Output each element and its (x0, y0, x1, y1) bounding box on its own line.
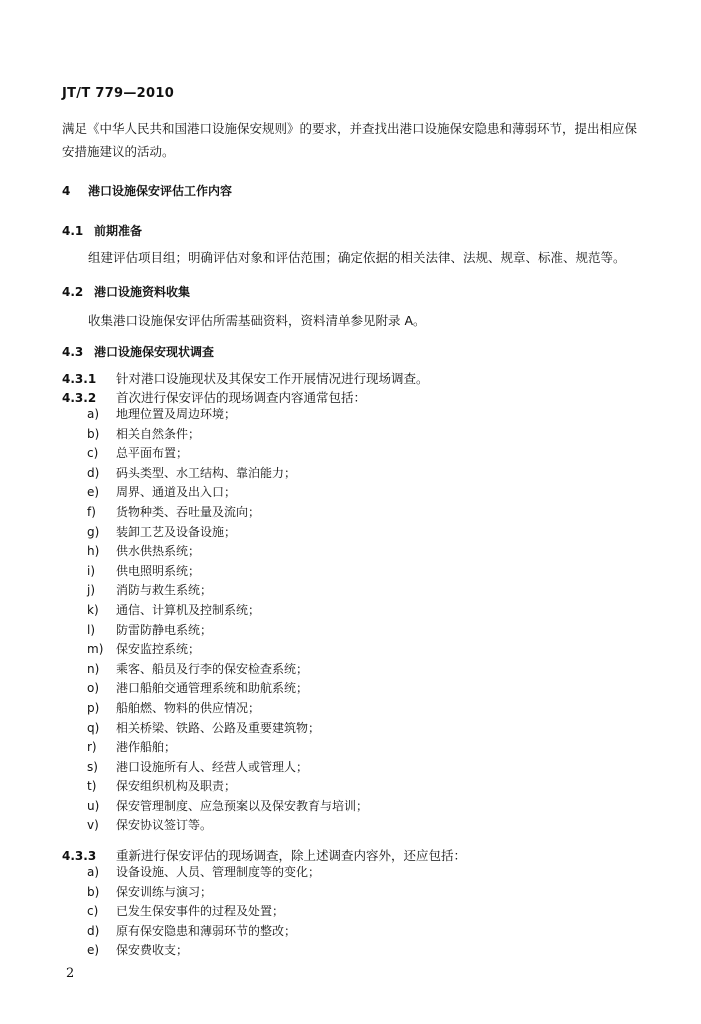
item-text: 保安组织机构及职责； (116, 779, 237, 794)
list-item (87, 719, 368, 739)
page-number: 2 (66, 966, 75, 981)
clause-number: 4.3.1 (62, 372, 97, 386)
item-label: g) (87, 524, 100, 539)
item-label: p) (87, 700, 100, 715)
section-4-1-body: 组建评估项目组；明确评估对象和评估范围；确定依据的相关法律、法规、规章、标准、规范等。 (88, 250, 626, 265)
standard-code: JT/T 779—2010 (62, 86, 175, 101)
list-item (87, 601, 368, 621)
list-item (87, 483, 368, 503)
list-item (87, 425, 368, 445)
item-text: 通信、计算机及控制系统； (116, 602, 261, 617)
list-item (87, 902, 320, 922)
item-label: k) (87, 602, 99, 617)
list-item (87, 523, 368, 543)
item-label: h) (87, 544, 100, 559)
section-4-1-heading (62, 222, 142, 239)
item-text: 设备设施、人员、管理制度等的变化； (116, 865, 321, 879)
section-number: 4.1 (62, 224, 84, 238)
item-text: 港作船舶； (116, 740, 177, 755)
item-text: 已发生保安事件的过程及处置； (116, 904, 285, 919)
item-label: a) (87, 865, 100, 879)
clause-4-3-1 (62, 369, 429, 387)
section-title: 港口设施保安评估工作内容 (88, 184, 233, 198)
item-text: 保安训练与演习； (116, 884, 213, 899)
item-label: c) (87, 904, 99, 919)
item-text: 保安费收支； (116, 943, 189, 958)
item-label: d) (87, 465, 100, 480)
list-item (87, 679, 368, 699)
list-item (87, 816, 368, 836)
item-label: m) (87, 642, 104, 657)
list-item (87, 542, 368, 562)
list-item (87, 562, 368, 582)
section-title: 港口设施资料收集 (94, 285, 191, 299)
clause-4-3-2-list (87, 405, 368, 836)
item-text: 保安管理制度、应急预案以及保安教育与培训； (116, 798, 369, 813)
item-label: d) (87, 923, 100, 938)
clause-4-3-2 (62, 388, 366, 406)
clause-number: 4.3.3 (62, 849, 97, 863)
item-text: 总平面布置； (116, 446, 189, 461)
clause-text: 重新进行保安评估的现场调查，除上述调查内容外，还应包括： (116, 848, 467, 863)
item-text: 供电照明系统； (116, 563, 201, 578)
item-text: 相关自然条件； (116, 426, 201, 441)
list-item (87, 464, 368, 484)
item-label: j) (87, 583, 96, 598)
item-label: r) (87, 740, 97, 755)
item-label: q) (87, 720, 100, 735)
item-label: v) (87, 818, 99, 833)
list-item (87, 444, 368, 464)
clause-4-3-3 (62, 846, 466, 864)
item-label: a) (87, 407, 100, 421)
section-4-2-body: 收集港口设施保安评估所需基础资料，资料清单参见附录 A。 (88, 313, 426, 328)
item-label: f) (87, 504, 96, 519)
item-text: 防雷防静电系统； (116, 622, 213, 637)
list-item (87, 863, 320, 883)
item-text: 码头类型、水工结构、靠泊能力； (116, 465, 297, 480)
item-text: 周界、通道及出入口； (116, 485, 237, 500)
list-item (87, 941, 320, 961)
item-label: i) (87, 563, 96, 578)
list-item (87, 621, 368, 641)
item-text: 船舶燃、物料的供应情况； (116, 700, 261, 715)
section-4-2-heading (62, 283, 190, 300)
list-item (87, 503, 368, 523)
item-text: 保安监控系统； (116, 642, 201, 657)
list-item (87, 883, 320, 903)
item-label: s) (87, 759, 98, 774)
section-title: 港口设施保安现状调查 (94, 345, 215, 359)
item-label: c) (87, 446, 99, 461)
item-label: b) (87, 426, 100, 441)
item-text: 消防与救生系统； (116, 583, 213, 598)
section-number: 4 (62, 184, 71, 198)
list-item (87, 922, 320, 942)
item-text: 供水供热系统； (116, 544, 201, 559)
list-item (87, 581, 368, 601)
item-label: o) (87, 681, 100, 696)
intro-line: 满足《中华人民共和国港口设施保安规则》的要求，并查找出港口设施保安隐患和薄弱环节，提出相应保 (62, 121, 638, 136)
item-label: e) (87, 943, 100, 958)
item-text: 货物种类、吞吐量及流向； (116, 504, 261, 519)
clause-text: 首次进行保安评估的现场调查内容通常包括： (116, 390, 367, 405)
item-text: 港口船舶交通管理系统和助航系统； (116, 681, 309, 696)
item-text: 乘客、船员及行李的保安检查系统； (116, 661, 309, 676)
item-text: 原有保安隐患和薄弱环节的整改； (116, 923, 297, 938)
item-text: 港口设施所有人、经营人或管理人； (116, 759, 309, 774)
item-text: 装卸工艺及设备设施； (116, 524, 237, 539)
clause-4-3-3-list (87, 863, 320, 961)
intro-paragraph (62, 117, 652, 163)
section-4-3-heading (62, 343, 214, 360)
list-item (87, 777, 368, 797)
item-text: 保安协议签订等。 (116, 818, 213, 833)
item-label: l) (87, 622, 96, 637)
list-item (87, 660, 368, 680)
list-item (87, 405, 368, 425)
list-item (87, 797, 368, 817)
clause-number: 4.3.2 (62, 391, 97, 405)
section-number: 4.3 (62, 345, 84, 359)
item-text: 相关桥梁、铁路、公路及重要建筑物； (116, 720, 321, 735)
section-title: 前期准备 (94, 224, 143, 238)
section-number: 4.2 (62, 285, 84, 299)
item-label: n) (87, 661, 100, 676)
intro-line: 安措施建议的活动。 (62, 144, 175, 159)
list-item (87, 738, 368, 758)
item-label: e) (87, 485, 100, 500)
clause-text: 针对港口设施现状及其保安工作开展情况进行现场调查。 (116, 371, 429, 386)
item-text: 地理位置及周边环境； (116, 407, 237, 421)
list-item (87, 640, 368, 660)
list-item (87, 699, 368, 719)
item-label: u) (87, 798, 100, 813)
section-4-heading (62, 182, 232, 199)
item-label: t) (87, 779, 97, 794)
list-item (87, 758, 368, 778)
item-label: b) (87, 884, 100, 899)
